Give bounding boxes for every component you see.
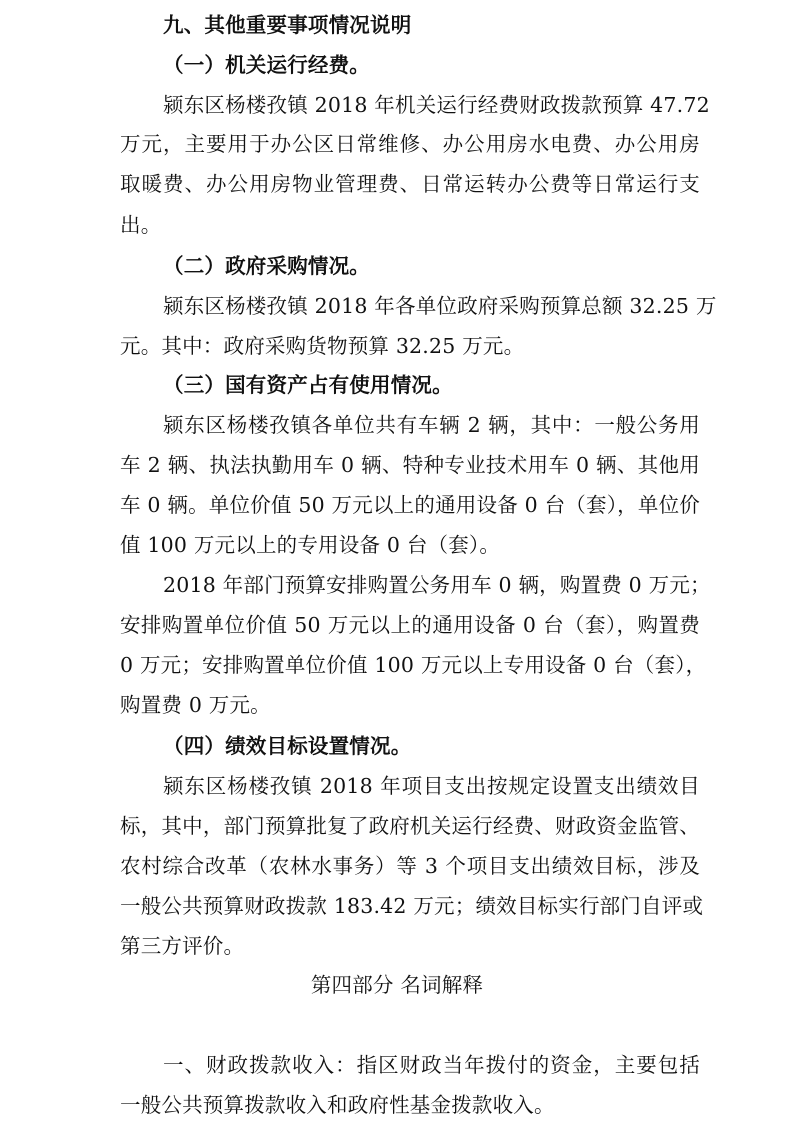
- sub3-para2-line-1: 2018 年部门预算安排购置公务用车 0 辆，购置费 0 万元；: [163, 573, 711, 597]
- sub4-heading: （四）绩效目标设置情况。: [163, 734, 412, 758]
- sub1-line-4: 出。: [120, 213, 162, 237]
- def1-line-2: 一般公共预算拨款收入和政府性基金拨款收入。: [120, 1093, 555, 1117]
- sub3-line-3: 车 0 辆。单位价值 50 万元以上的通用设备 0 台（套），单位价: [120, 493, 700, 517]
- sub3-line-1: 颍东区杨楼孜镇各单位共有车辆 2 辆，其中：一般公务用: [163, 413, 700, 437]
- sub3-line-4: 值 100 万元以上的专用设备 0 台（套）。: [120, 533, 501, 557]
- sub4-line-1: 颍东区杨楼孜镇 2018 年项目支出按规定设置支出绩效目: [163, 774, 700, 798]
- sub3-para2-line-2: 安排购置单位价值 50 万元以上的通用设备 0 台（套），购置费: [120, 613, 700, 637]
- section-title: 九、其他重要事项情况说明: [163, 13, 412, 37]
- sub1-line-1: 颍东区杨楼孜镇 2018 年机关运行经费财政拨款预算 47.72: [163, 93, 710, 117]
- sub4-line-2: 标，其中，部门预算批复了政府机关运行经费、财政资金监管、: [120, 814, 700, 838]
- sub3-heading: （三）国有资产占有使用情况。: [163, 373, 453, 397]
- sub4-line-4: 一般公共预算财政拨款 183.42 万元；绩效目标实行部门自评或: [120, 894, 704, 918]
- part4-title: 第四部分 名词解释: [310, 973, 484, 997]
- sub3-line-2: 车 2 辆、执法执勤用车 0 辆、特种专业技术用车 0 辆、其他用: [120, 453, 700, 477]
- sub1-line-2: 万元，主要用于办公区日常维修、办公用房水电费、办公用房: [120, 132, 700, 156]
- sub3-para2-line-3: 0 万元；安排购置单位价值 100 万元以上专用设备 0 台（套），: [120, 653, 707, 677]
- sub1-line-3: 取暖费、办公用房物业管理费、日常运转办公费等日常运行支: [120, 172, 700, 196]
- sub2-line-1: 颍东区杨楼孜镇 2018 年各单位政府采购预算总额 32.25 万: [163, 294, 717, 318]
- sub4-line-3: 农村综合改革（农林水事务）等 3 个项目支出绩效目标，涉及: [120, 854, 700, 878]
- sub4-line-5: 第三方评价。: [120, 934, 245, 958]
- def1-line-1: 一、财政拨款收入：指区财政当年拨付的资金，主要包括: [163, 1053, 700, 1077]
- sub2-line-2: 元。其中：政府采购货物预算 32.25 万元。: [120, 334, 525, 358]
- sub1-heading: （一）机关运行经费。: [163, 53, 370, 77]
- sub2-heading: （二）政府采购情况。: [163, 254, 370, 278]
- sub3-para2-line-4: 购置费 0 万元。: [120, 693, 271, 717]
